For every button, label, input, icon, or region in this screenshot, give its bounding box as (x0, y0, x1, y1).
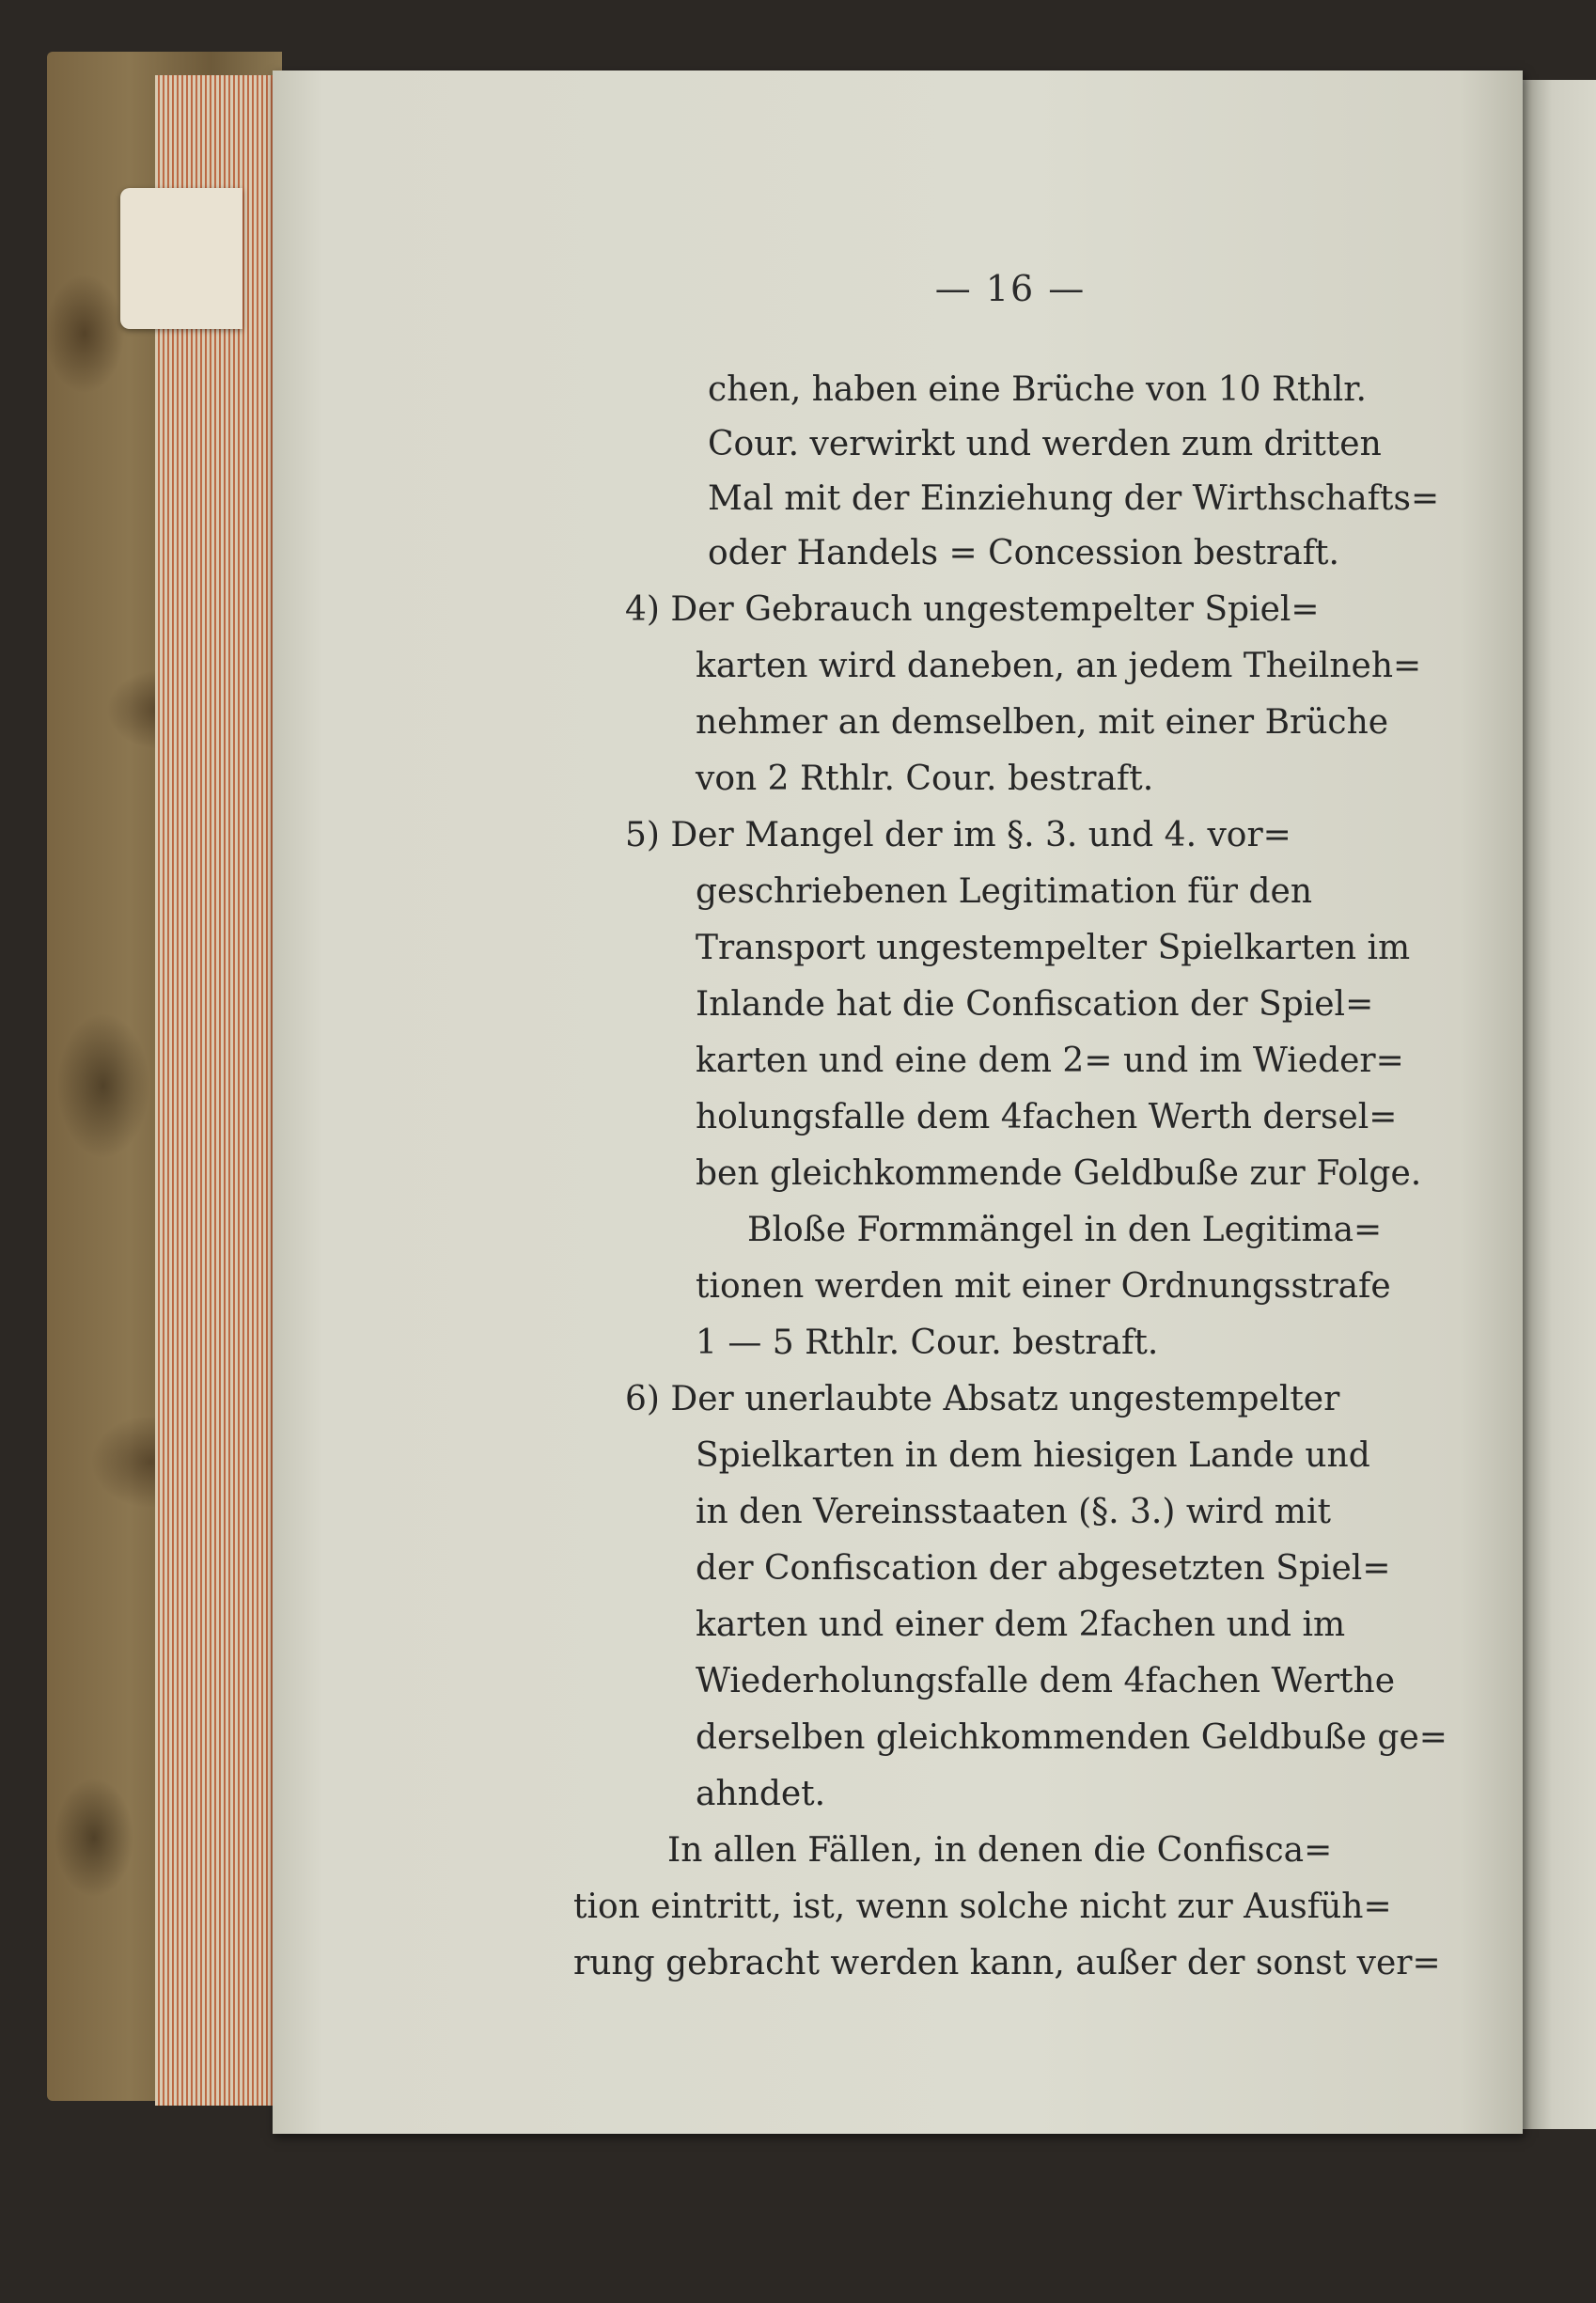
bookmark-tab (120, 188, 243, 329)
text-line: derselben gleichkommenden Geldbuße ge= (696, 1718, 1447, 1757)
page-number: — 16 — (934, 268, 1087, 309)
text-line: Cour. verwirkt und werden zum dritten (708, 425, 1382, 463)
text-line: 1 — 5 Rthlr. Cour. bestraft. (696, 1324, 1159, 1362)
text-line: karten und eine dem 2= und im Wieder= (696, 1042, 1404, 1080)
text-line: chen, haben eine Brüche von 10 Rthlr. (708, 370, 1367, 409)
text-line: karten und einer dem 2fachen und im (696, 1606, 1346, 1644)
text-line: nehmer an demselben, mit einer Brüche (696, 703, 1389, 742)
text-line: der Confiscation der abgesetzten Spiel= (696, 1549, 1391, 1588)
text-line: Wiederholungsfalle dem 4fachen Werthe (696, 1662, 1396, 1700)
text-line: oder Handels = Concession bestraft. (708, 534, 1339, 572)
text-line: 4) Der Gebrauch ungestempelter Spiel= (625, 590, 1320, 629)
text-line: ahndet. (696, 1775, 826, 1813)
text-line: In allen Fällen, in denen die Confisca= (667, 1831, 1333, 1870)
text-line: geschriebenen Legitimation für den (696, 872, 1312, 911)
text-line: von 2 Rthlr. Cour. bestraft. (696, 760, 1154, 798)
text-line: 6) Der unerlaubte Absatz ungestempelter (625, 1380, 1340, 1418)
text-line: karten wird daneben, an jedem Theilneh= (696, 647, 1422, 685)
page-edges (155, 75, 277, 2106)
text-line: Spielkarten in dem hiesigen Lande und (696, 1436, 1370, 1475)
text-line: holungsfalle dem 4fachen Werth dersel= (696, 1098, 1398, 1136)
text-line: Inlande hat die Confiscation der Spiel= (696, 985, 1374, 1024)
next-page-edge (1523, 80, 1596, 2129)
text-line: in den Vereinsstaaten (§. 3.) wird mit (696, 1493, 1331, 1531)
text-line: rung gebracht werden kann, außer der sonst ver= (573, 1944, 1441, 1982)
text-line: ben gleichkommende Geldbuße zur Folge. (696, 1154, 1422, 1193)
text-line: Mal mit der Einziehung der Wirthschafts= (708, 479, 1440, 518)
text-line: Bloße Formmängel in den Legitima= (747, 1211, 1383, 1249)
text-line: tionen werden mit einer Ordnungsstrafe (696, 1267, 1391, 1306)
text-line: tion eintritt, ist, wenn solche nicht zur Ausfüh= (573, 1888, 1392, 1926)
text-line: 5) Der Mangel der im §. 3. und 4. vor= (625, 816, 1291, 854)
text-line: Transport ungestempelter Spielkarten im (696, 929, 1411, 967)
